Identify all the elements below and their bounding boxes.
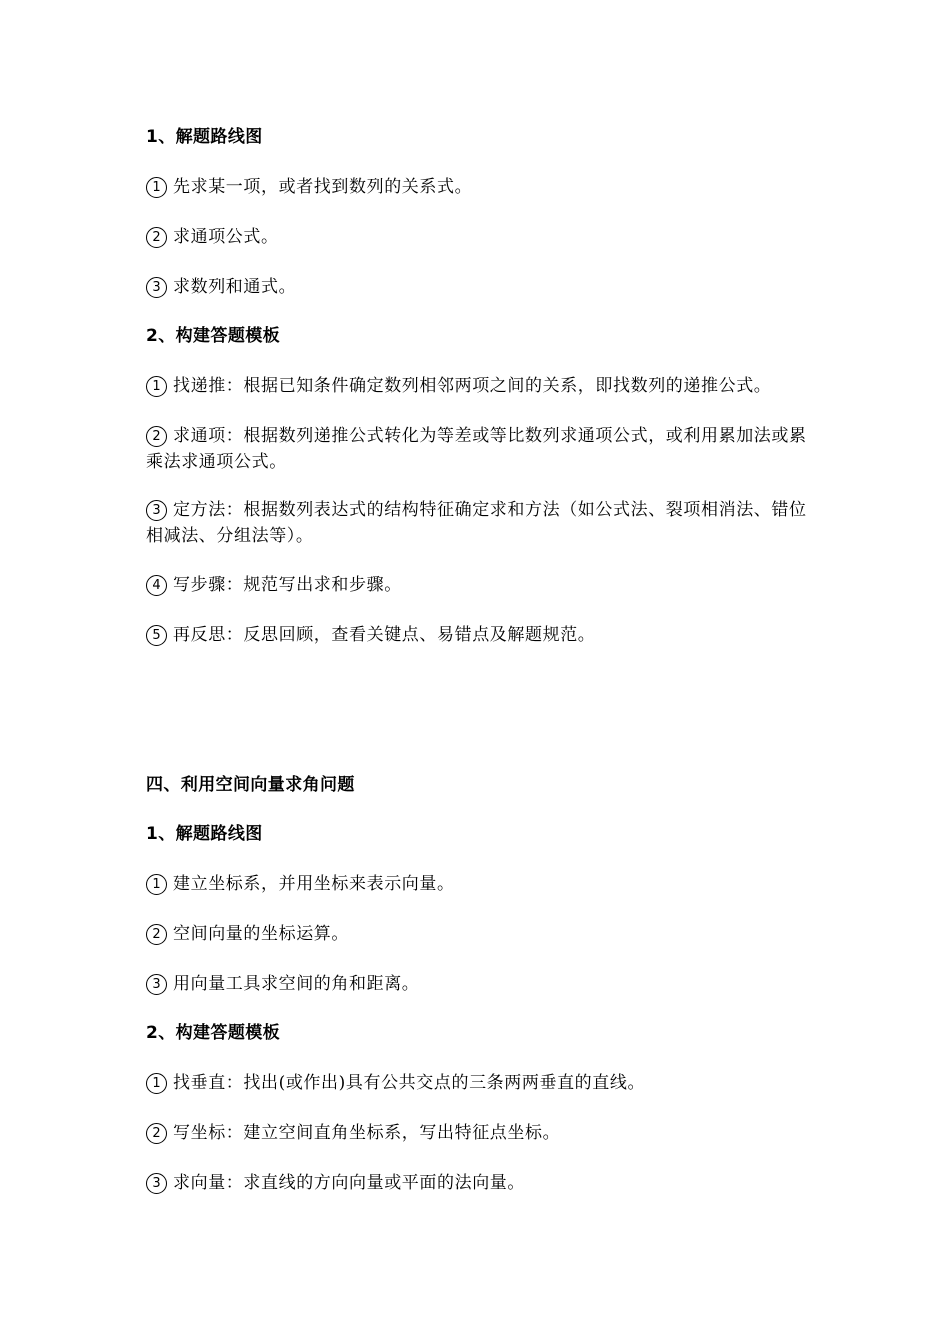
list-item-text: 求向量：求直线的方向向量或平面的法向量。 — [173, 1173, 525, 1193]
circled-number: 2 — [146, 924, 167, 945]
list-item — [146, 423, 824, 475]
list-item-text: 建立坐标系，并用坐标来表示向量。 — [173, 874, 455, 894]
list-item-text: 用向量工具求空间的角和距离。 — [173, 974, 420, 994]
list-item-text: 写坐标：建立空间直角坐标系，写出特征点坐标。 — [173, 1123, 561, 1143]
circled-number: 1 — [146, 1073, 167, 1094]
list-item — [146, 174, 472, 200]
circled-number: 1 — [146, 874, 167, 895]
circled-number: 3 — [146, 277, 167, 298]
circled-number: 3 — [146, 1173, 167, 1194]
section-heading: 1、解题路线图 — [146, 127, 263, 147]
list-item-text: 求数列和通式。 — [173, 277, 297, 297]
circled-number: 3 — [146, 974, 167, 995]
list-item-text: 找垂直：找出(或作出)具有公共交点的三条两两垂直的直线。 — [173, 1073, 646, 1093]
list-item-text: 空间向量的坐标运算。 — [173, 924, 349, 944]
section-heading: 2、构建答题模板 — [146, 326, 281, 346]
circled-number: 2 — [146, 1123, 167, 1144]
list-item — [146, 1120, 560, 1146]
circled-number: 5 — [146, 625, 167, 646]
section-title: 四、利用空间向量求角问题 — [146, 775, 355, 795]
circled-number: 2 — [146, 227, 167, 248]
list-item-text: 再反思：反思回顾，查看关键点、易错点及解题规范。 — [173, 625, 596, 645]
section-heading: 1、解题路线图 — [146, 824, 263, 844]
list-item — [146, 971, 419, 997]
list-item-text: 找递推：根据已知条件确定数列相邻两项之间的关系，即找数列的递推公式。 — [173, 376, 772, 396]
circled-number: 1 — [146, 177, 167, 198]
circled-number: 3 — [146, 500, 167, 521]
circled-number: 4 — [146, 575, 167, 596]
list-item — [146, 274, 296, 300]
list-item — [146, 373, 771, 399]
circled-number: 2 — [146, 426, 167, 447]
list-item — [146, 871, 455, 897]
list-item — [146, 572, 402, 598]
list-item — [146, 921, 349, 947]
list-item-text: 写步骤：规范写出求和步骤。 — [173, 575, 402, 595]
list-item — [146, 497, 824, 549]
list-item-text: 求通项：根据数列递推公式转化为等差或等比数列求通项公式，或利用累加法或累乘法求通项公式。 — [146, 426, 807, 472]
circled-number: 1 — [146, 376, 167, 397]
list-item-text: 定方法：根据数列表达式的结构特征确定求和方法（如公式法、裂项相消法、错位相减法、分组法等）。 — [146, 500, 807, 546]
list-item — [146, 622, 595, 648]
list-item — [146, 224, 279, 250]
section-heading: 2、构建答题模板 — [146, 1023, 281, 1043]
list-item-text: 求通项公式。 — [173, 227, 279, 247]
list-item — [146, 1170, 525, 1196]
list-item — [146, 1070, 645, 1096]
list-item-text: 先求某一项，或者找到数列的关系式。 — [173, 177, 473, 197]
